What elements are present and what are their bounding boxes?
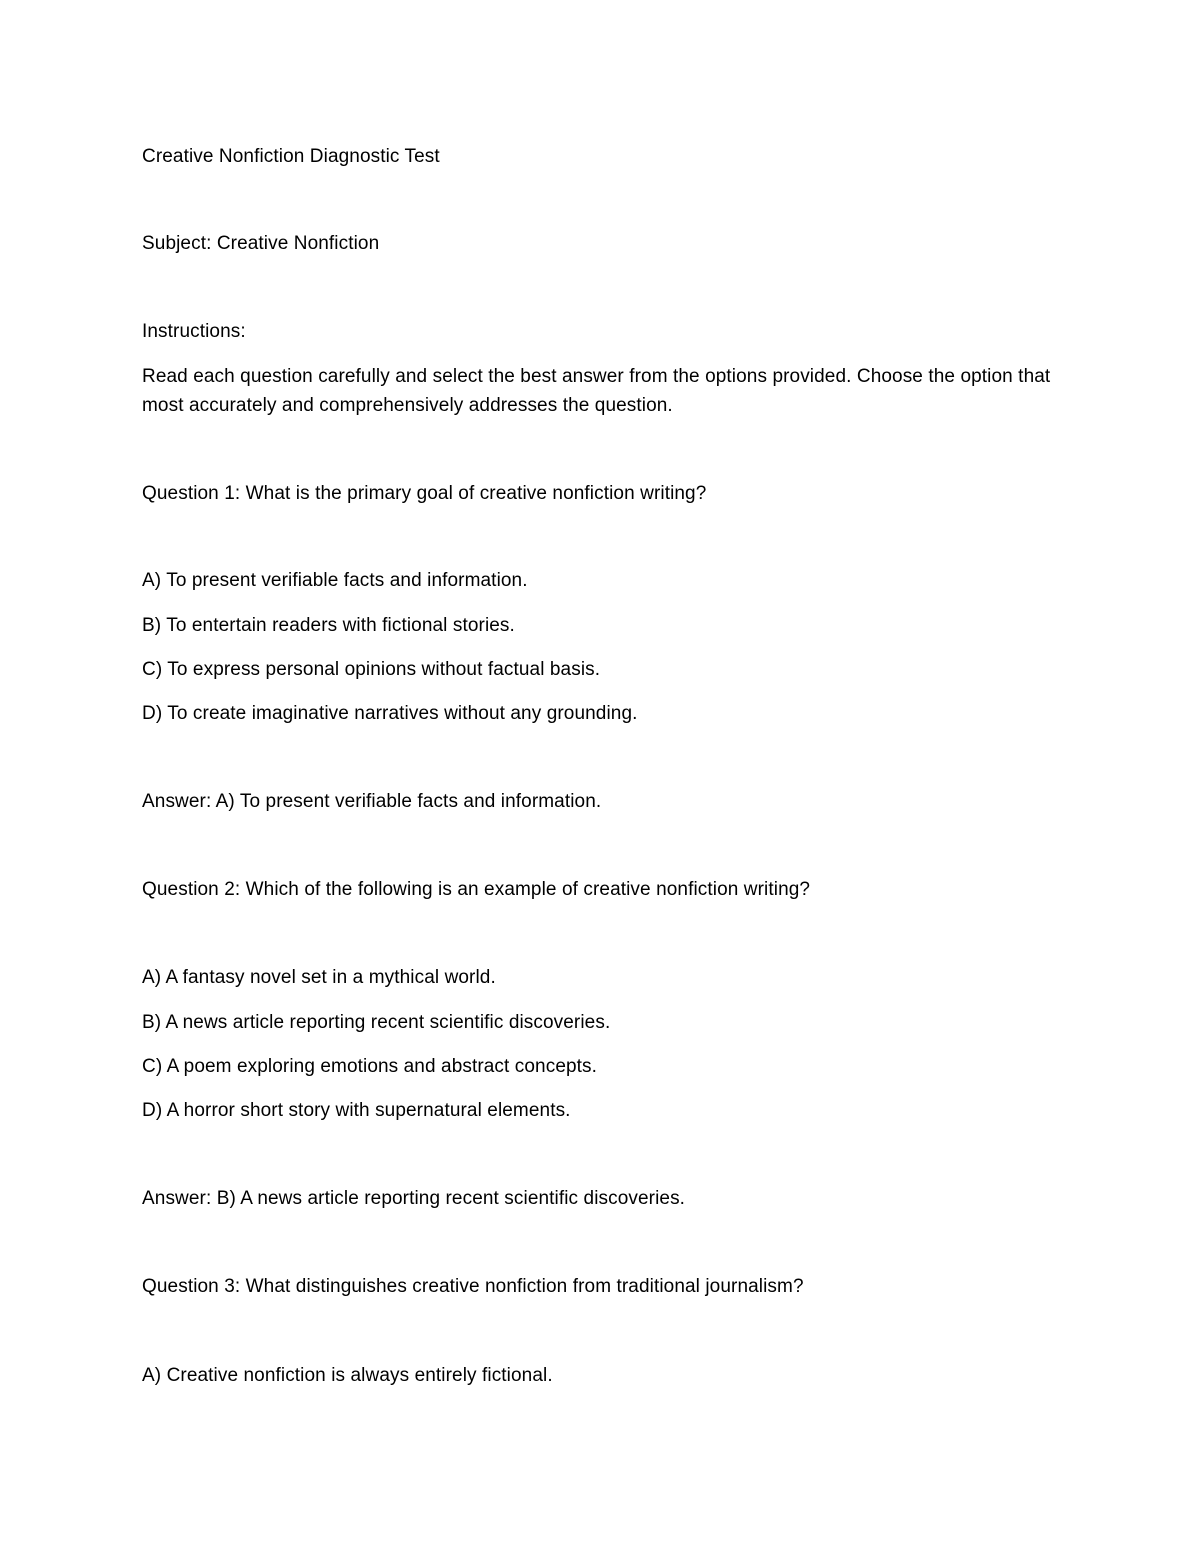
question-3: Question 3: What distinguishes creative nonfiction from traditional journalism? bbox=[142, 1276, 804, 1297]
subject-line: Subject: Creative Nonfiction bbox=[142, 233, 380, 254]
question-3-option-a: A) Creative nonfiction is always entirely fictional. bbox=[142, 1365, 553, 1386]
question-2-option-a: A) A fantasy novel set in a mythical world. bbox=[142, 967, 496, 988]
instructions-heading: Instructions: bbox=[142, 321, 246, 342]
question-1-option-c: C) To express personal opinions without factual basis. bbox=[142, 659, 601, 680]
question-2: Question 2: Which of the following is an example of creative nonfiction writing? bbox=[142, 879, 811, 900]
question-1-option-d: D) To create imaginative narratives without any grounding. bbox=[142, 703, 638, 724]
question-1-answer: Answer: A) To present verifiable facts and information. bbox=[142, 791, 602, 812]
question-1-option-b: B) To entertain readers with fictional stories. bbox=[142, 615, 515, 636]
question-2-answer: Answer: B) A news article reporting recent scientific discoveries. bbox=[142, 1188, 686, 1209]
question-1: Question 1: What is the primary goal of creative nonfiction writing? bbox=[142, 483, 707, 504]
instructions-text: Read each question carefully and select the best answer from the options provided. Choose the option that most accurately and comprehensively addresses the question. bbox=[142, 366, 1051, 416]
question-1-option-a: A) To present verifiable facts and information. bbox=[142, 570, 528, 591]
question-2-option-c: C) A poem exploring emotions and abstract concepts. bbox=[142, 1056, 598, 1077]
document-title: Creative Nonfiction Diagnostic Test bbox=[142, 146, 440, 167]
question-2-option-b: B) A news article reporting recent scientific discoveries. bbox=[142, 1012, 611, 1033]
question-2-option-d: D) A horror short story with supernatural elements. bbox=[142, 1100, 571, 1121]
